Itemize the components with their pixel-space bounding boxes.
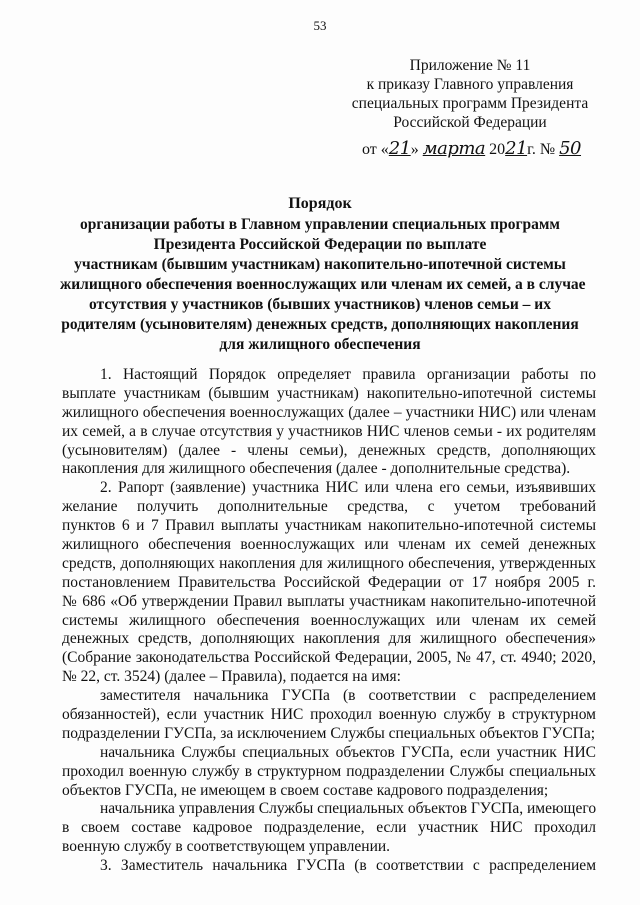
- body-line: жилищного обеспечения военнослужащих (далее – участники НИС) или членам: [62, 403, 596, 421]
- date-prefix: от «: [362, 141, 389, 158]
- title-line: родителям (усыновителям) денежных средств, дополняющих накопления: [61, 316, 579, 333]
- body-line: 1. Настоящий Порядок определяет правила организации работы по: [100, 366, 596, 383]
- order-date-line: [362, 138, 581, 159]
- body-line: № 22, ст. 3524) (далее – Правила), подается на имя:: [62, 668, 401, 686]
- appendix-line-2: к приказу Главного управления: [366, 76, 574, 93]
- title-line: участникам (бывшим участникам) накопительно-ипотечной системы: [74, 256, 566, 273]
- body-line: № 686 «Об утверждении Правил выплаты участникам накопительно-ипотечной: [62, 592, 596, 610]
- body-line: начальника Службы специальных объектов ГУСПа, если участник НИС: [100, 743, 596, 761]
- body-line: их семей, а в случае отсутствия у участников НИС членов семьи - их родителям: [62, 422, 596, 440]
- page-number: 53: [313, 18, 327, 33]
- body-line: (усыновителям) (далее - члены семьи), денежных средств, дополняющих: [62, 441, 596, 459]
- date-day-handwritten: 21: [388, 138, 411, 159]
- date-mid-1: »: [410, 141, 423, 158]
- body-line: выплате участникам (бывшим участникам) накопительно-ипотечной системы: [62, 384, 596, 402]
- body-line: подразделении ГУСПа, за исключением Службы специальных объектов ГУСПа;: [62, 724, 596, 742]
- date-mid-2: г. №: [527, 141, 560, 158]
- title-line: для жилищного обеспечения: [219, 336, 421, 353]
- appendix-line-1: Приложение № 11: [409, 57, 531, 74]
- body-line: жилищного обеспечения военнослужащих или членам их семей денежных: [62, 536, 596, 554]
- document-title: [60, 194, 586, 355]
- body-line: денежных средств, дополняющих накопления для жилищного обеспечения»: [62, 630, 596, 648]
- title-line: жилищного обеспечения военнослужащих или членам их семей, а в случае: [60, 276, 586, 293]
- appendix-line-3: специальных программ Президента: [351, 95, 589, 112]
- date-month-handwritten: марта: [422, 138, 486, 159]
- body-line: (Собрание законодательства Российской Федерации, 2005, № 47, ст. 4940; 2020,: [62, 649, 596, 667]
- body-line: 3. Заместитель начальника ГУСПа (в соответствии с распределением: [100, 857, 596, 875]
- body-line: в своем составе кадровое подразделение, если участник НИС проходил: [62, 819, 596, 837]
- appendix-header: [340, 56, 600, 132]
- date-year-handwritten: 21: [505, 138, 528, 159]
- title-line: Президента Российской Федерации по выплате: [153, 236, 487, 253]
- body-line: военную службу в соответствующем управлении.: [62, 838, 391, 856]
- body-line: накопления для жилищного обеспечения (далее - дополнительные средства).: [62, 460, 571, 478]
- body-line: заместителя начальника ГУСПа (в соответствии с распределением: [100, 687, 596, 705]
- order-number-handwritten: 50: [559, 138, 582, 159]
- date-year-prefix: 20: [485, 141, 506, 158]
- body-line: начальника управления Службы специальных объектов ГУСПа, имеющего: [100, 800, 597, 818]
- title-line: организации работы в Главном управлении специальных программ: [80, 216, 560, 233]
- body-line: системы жилищного обеспечения военнослужащих или членам их семей: [62, 611, 596, 629]
- title-main: Порядок: [288, 195, 352, 212]
- body-line: желание получить дополнительные средства, с учетом требований: [62, 498, 596, 516]
- body-line: объектов ГУСПа, не имеющем в своем составе кадрового подразделения;: [62, 781, 549, 799]
- body-line: постановлением Правительства Российской Федерации от 17 ноября 2005 г.: [62, 573, 596, 591]
- body-line: проходил военную службу в структурном подразделении Службы специальных: [62, 762, 596, 780]
- document-body: [62, 366, 596, 876]
- title-line: отсутствия у участников (бывших участников) членов семьи – их: [89, 296, 551, 313]
- body-line: пунктов 6 и 7 Правил выплаты участникам накопительно-ипотечной системы: [62, 517, 596, 535]
- body-line: средств, дополняющих накопления для жилищного обеспечения, утвержденных: [62, 554, 596, 572]
- body-line: 2. Рапорт (заявление) участника НИС или члена его семьи, изъявивших: [100, 479, 596, 497]
- body-line: обязанностей), если участник НИС проходил военную службу в структурном: [62, 706, 596, 724]
- appendix-line-4: Российской Федерации: [393, 114, 547, 131]
